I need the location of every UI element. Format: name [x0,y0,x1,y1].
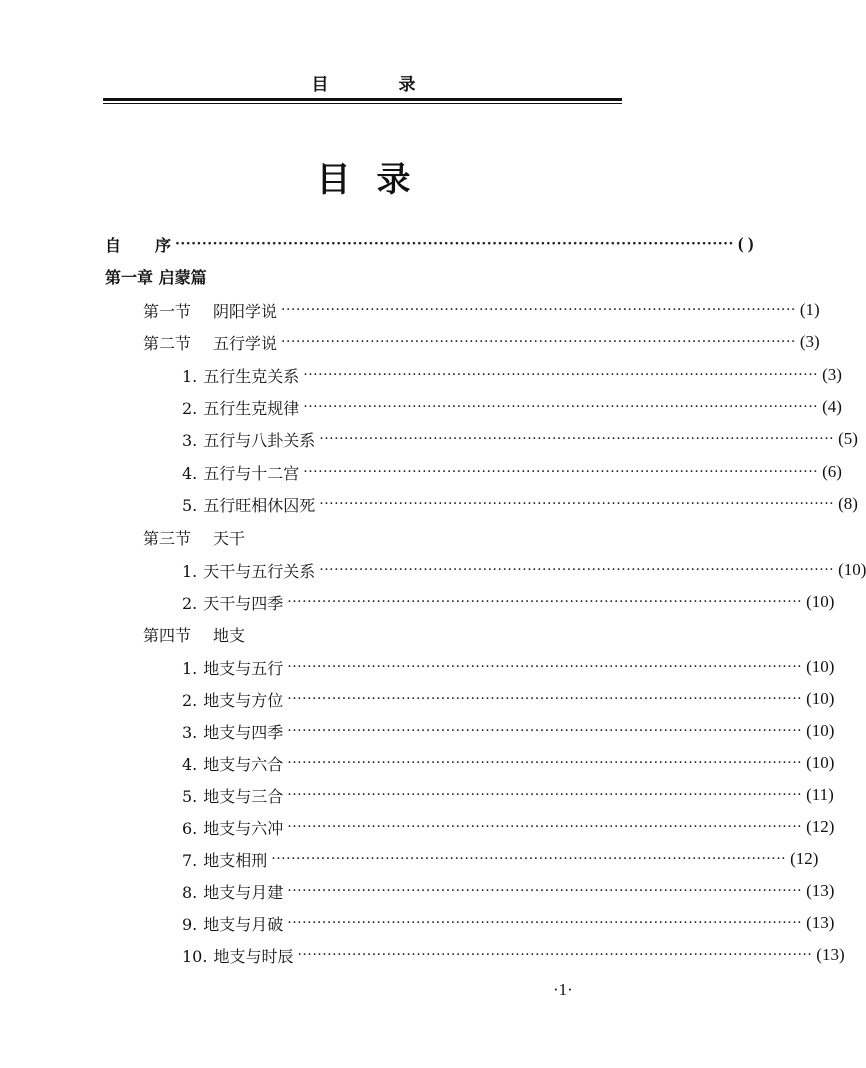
toc-entry-label [182,591,283,614]
item-title: 地支与六合 [203,754,284,774]
toc-entry-label [143,526,245,549]
toc-entry-label [105,233,171,256]
toc-page-ref: (3) [799,332,820,351]
page-number: ·1· [553,980,573,999]
item-number: 10. [182,946,208,966]
leader-dots: ········································································································ [319,496,835,512]
section-title: 天干 [213,528,246,548]
item-number: 1. [182,561,198,581]
leader-dots: ········································································································ [271,851,787,867]
leader-dots: ········································································································ [287,659,803,675]
item-number: 1. [182,366,198,386]
toc-entry-label [182,848,267,871]
section-title: 阴阳学说 [213,301,278,321]
toc-item[interactable] [182,555,866,585]
leader-dots: ········································································································ [287,723,803,739]
section-number: 第二节 [143,333,192,353]
toc-page-ref: ( ) [737,234,754,253]
leader-dots: ········································································································ [287,883,803,899]
toc-page-ref: (1) [799,300,820,319]
toc-entry-label [182,461,299,484]
item-number: 2. [182,398,198,418]
toc-item[interactable] [182,457,842,487]
item-title: 五行生克关系 [203,366,300,386]
toc-entry-preface[interactable] [105,229,754,259]
toc-section-3[interactable] [143,522,625,552]
item-number: 5. [182,495,198,515]
item-number: 9. [182,914,198,934]
section-number: 第一节 [143,301,192,321]
section-title: 地支 [213,625,246,645]
item-number: 1. [182,658,198,678]
toc-page-ref: (13) [806,913,835,932]
item-title: 地支与方位 [203,690,284,710]
toc-entry-label [182,688,283,711]
item-number: 3. [182,430,198,450]
item-title: 地支相刑 [203,850,268,870]
item-title: 地支与时辰 [213,946,294,966]
item-number: 4. [182,463,198,483]
item-title: 五行与十二宫 [203,463,300,483]
toc-item[interactable] [182,652,835,682]
toc-page-ref: (10) [806,753,835,772]
item-title: 天干与四季 [203,593,284,613]
toc-entry-label [143,331,277,354]
item-title: 地支与六冲 [203,818,284,838]
item-number: 7. [182,850,198,870]
item-title: 地支与月建 [203,882,284,902]
running-head: 目 录 [311,75,448,95]
leader-dots: ········································································································ [281,334,796,350]
item-number: 5. [182,786,198,806]
toc-page-ref: (13) [806,881,835,900]
toc-page-ref: (4) [822,397,842,416]
leader-dots: ········································································································ [303,464,819,480]
item-number: 2. [182,593,198,613]
toc-page-ref: (10) [838,560,866,579]
leader-dots: ········································································································ [319,562,835,578]
toc-page-ref: (13) [816,945,845,964]
toc-page-ref: (3) [822,365,842,384]
toc-item[interactable] [182,587,835,617]
toc-entry-label [143,623,245,646]
preface-char-1: 自 [105,235,122,255]
toc-entry-label [182,493,315,516]
item-number: 8. [182,882,198,902]
leader-dots: ········································································································ [287,691,803,707]
toc-page-ref: (12) [806,817,835,836]
leader-dots: ········································································································ [175,236,734,252]
toc-item[interactable] [182,716,835,746]
toc-entry-label [182,720,283,743]
item-number: 3. [182,722,198,742]
toc-page-ref: (12) [790,849,819,868]
item-number: 2. [182,690,198,710]
toc-item[interactable] [182,360,842,390]
leader-dots: ········································································································ [287,594,803,610]
toc-entry-label [143,299,277,322]
toc-item[interactable] [182,812,835,842]
section-number: 第三节 [143,528,192,548]
page-title: 目录 [316,160,437,200]
toc-section-1[interactable] [143,295,820,325]
header-rule-thin [103,103,622,104]
toc-item[interactable] [182,748,835,778]
toc-page-ref: (6) [822,462,842,481]
leader-dots: ········································································································ [303,367,819,383]
toc-item[interactable] [182,908,835,938]
toc-entry-label [182,752,283,775]
toc-entry-label [182,559,315,582]
toc-item[interactable] [182,489,858,519]
leader-dots: ········································································································ [319,431,835,447]
leader-dots: ········································································································ [281,302,796,318]
toc-item[interactable] [182,780,834,810]
item-title: 五行生克规律 [203,398,300,418]
toc-entry-label [182,656,283,679]
leader-dots: ········································································································ [303,399,819,415]
toc-entry-label [182,944,293,967]
item-title: 地支与四季 [203,722,284,742]
item-title: 地支与五行 [203,658,284,678]
toc-entry-label [182,816,283,839]
leader-dots: ········································································································ [287,915,803,931]
toc-entry-label [182,784,283,807]
toc-chapter-1[interactable] [105,261,625,291]
toc-entry-label [182,912,283,935]
toc-page-ref: (8) [838,494,858,513]
toc-section-2[interactable] [143,327,820,357]
toc-entry-label [182,880,283,903]
item-title: 地支与月破 [203,914,284,934]
toc-entry-label [182,428,315,451]
item-title: 五行旺相休囚死 [203,495,316,515]
toc-item[interactable] [182,876,835,906]
toc-section-4[interactable] [143,619,625,649]
toc-page-ref: (10) [806,657,835,676]
preface-char-2: 序 [155,235,172,255]
toc-item[interactable] [182,940,845,970]
leader-dots: ········································································································ [297,947,813,963]
item-number: 6. [182,818,198,838]
toc-page-ref: (11) [806,785,834,804]
toc-page-ref: (10) [806,721,835,740]
toc-page-ref: (5) [838,429,858,448]
item-title: 五行与八卦关系 [203,430,316,450]
leader-dots: ········································································································ [287,755,803,771]
leader-dots: ········································································································ [287,787,803,803]
section-title: 五行学说 [213,333,278,353]
toc-item[interactable] [182,844,819,874]
item-title: 天干与五行关系 [203,561,316,581]
toc-entry-label [182,364,299,387]
item-title: 地支与三合 [203,786,284,806]
chapter-title: 第一章 启蒙篇 [105,267,207,287]
header-rule-thick [103,98,622,101]
toc-page-ref: (10) [806,592,835,611]
leader-dots: ········································································································ [287,819,803,835]
toc-item[interactable] [182,392,842,422]
toc-item[interactable] [182,684,835,714]
toc-item[interactable] [182,424,858,454]
toc-entry-label [182,396,299,419]
section-number: 第四节 [143,625,192,645]
item-number: 4. [182,754,198,774]
toc-page-ref: (10) [806,689,835,708]
